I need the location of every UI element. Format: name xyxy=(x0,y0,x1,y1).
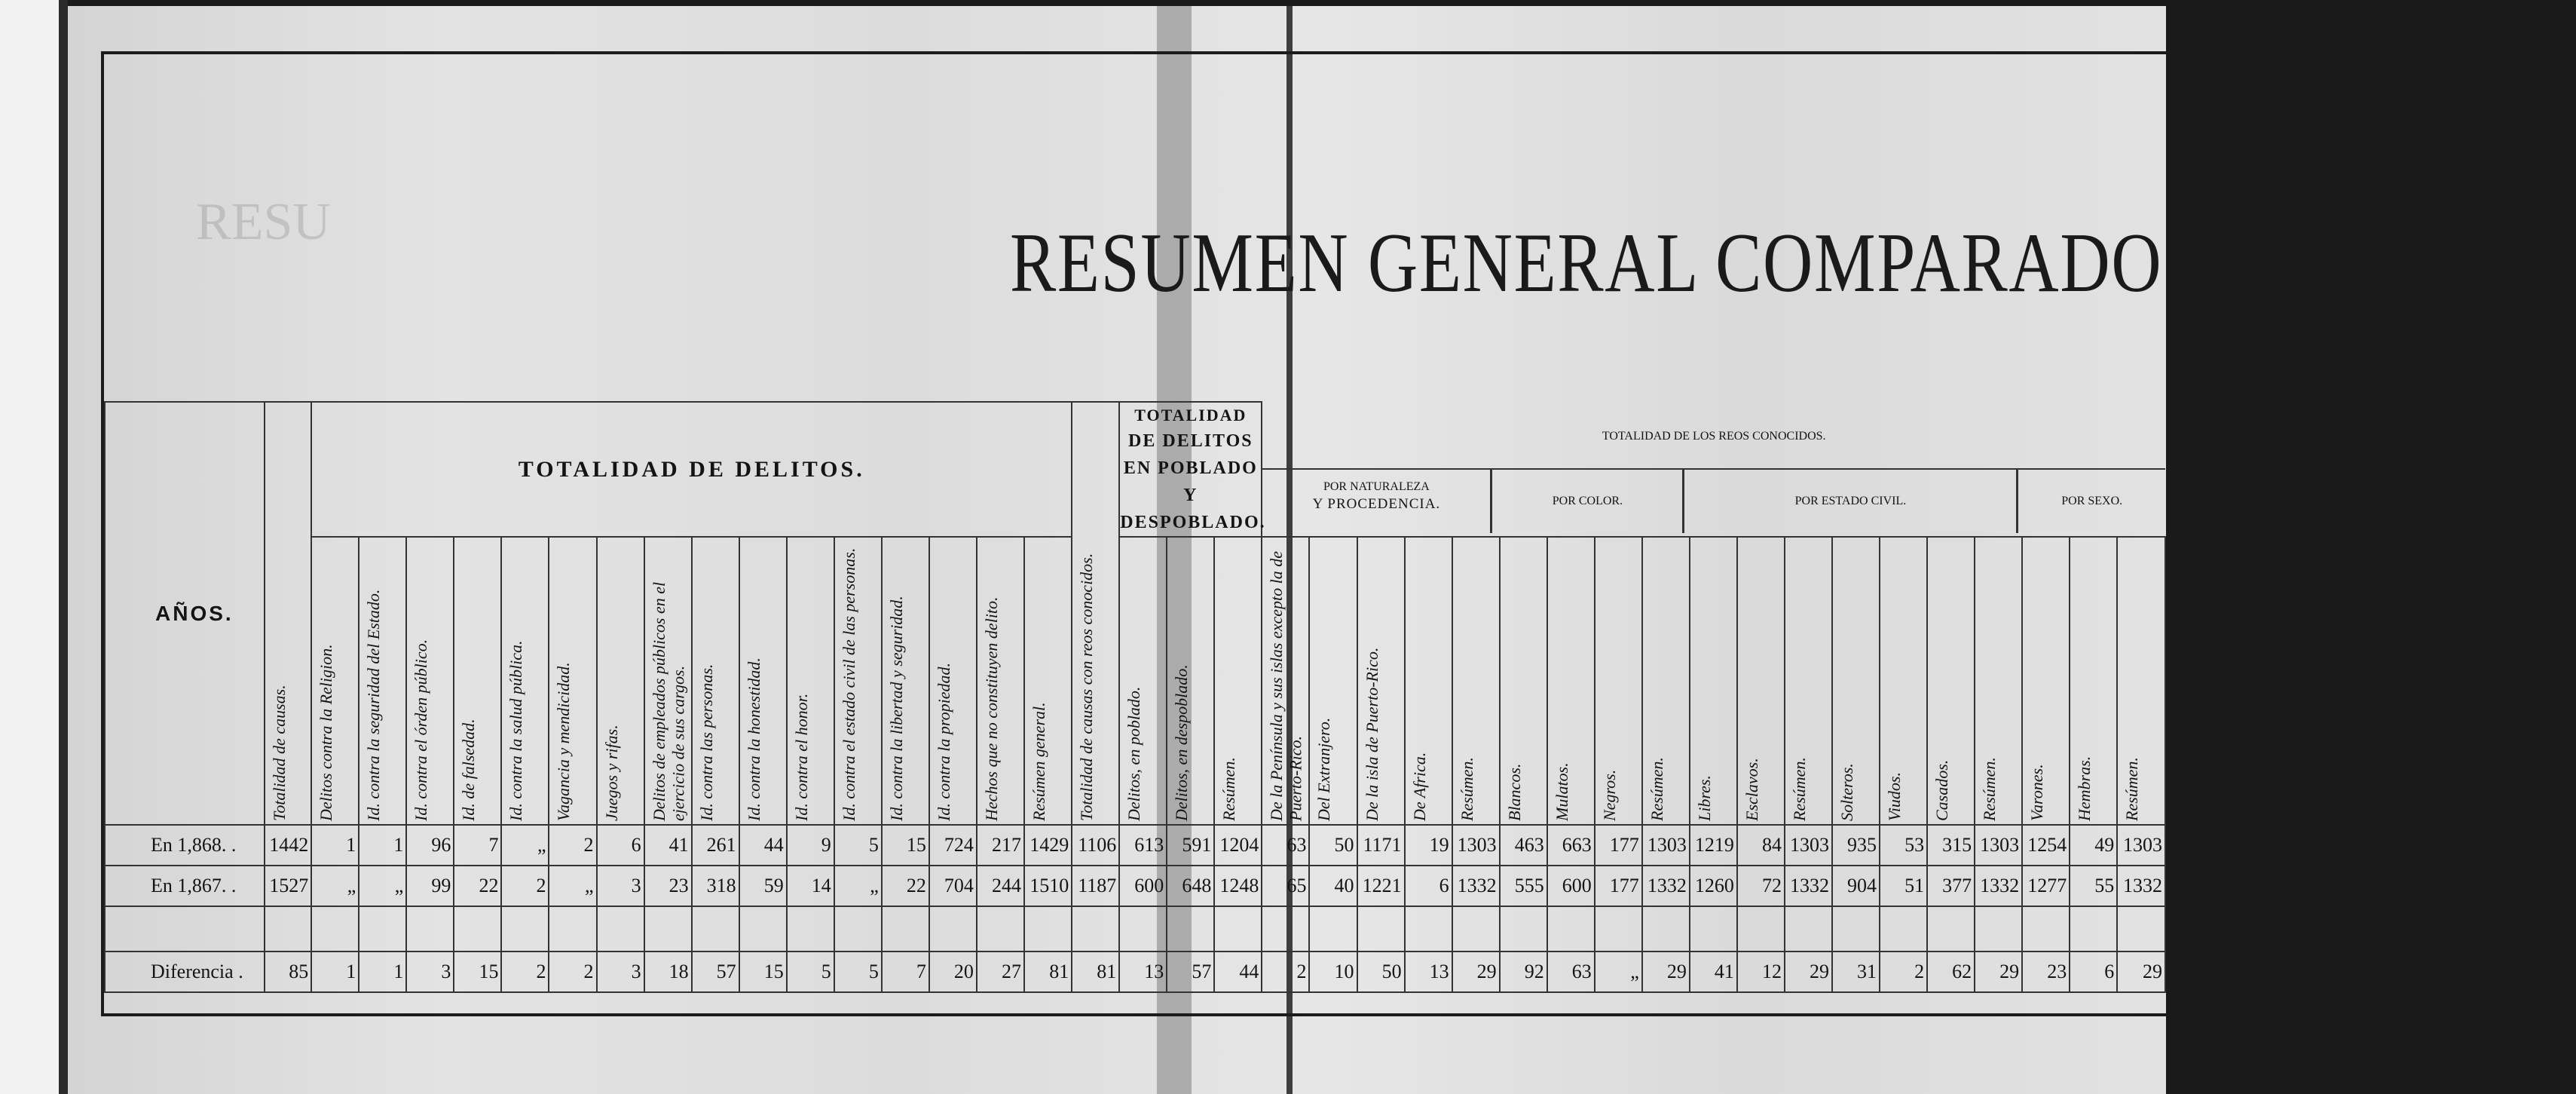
empty-cell xyxy=(1737,906,1785,952)
table-cell: 177 xyxy=(1595,866,1642,906)
table-cell: 1510 xyxy=(1024,866,1072,906)
column-header: De la Península y sus islas excepto la de Puerto-Rico. xyxy=(1262,537,1309,825)
table-cell: 41 xyxy=(644,825,692,866)
table-cell: 935 xyxy=(1832,825,1880,866)
column-header: Juegos y rifas. xyxy=(597,537,644,825)
group-reos: TOTALIDAD DE LOS REOS CONOCIDOS. xyxy=(1262,405,2165,470)
table-cell: 555 xyxy=(1500,866,1547,906)
table-cell: 84 xyxy=(1737,825,1785,866)
table-cell: 23 xyxy=(644,866,692,906)
table-cell: 50 xyxy=(1357,952,1405,992)
table-cell: 55 xyxy=(2070,866,2117,906)
table-cell: 1 xyxy=(359,825,406,866)
table-cell: 53 xyxy=(1880,825,1927,866)
table-cell: 1303 xyxy=(1975,825,2022,866)
column-header: Totalidad de causas. xyxy=(265,402,311,825)
table-cell: 1171 xyxy=(1357,825,1405,866)
column-header: Blancos. xyxy=(1500,537,1547,825)
empty-cell xyxy=(1880,906,1927,952)
table-cell: 177 xyxy=(1595,825,1642,866)
column-header: Delitos, en despoblado. xyxy=(1167,537,1214,825)
empty-cell xyxy=(1309,906,1357,952)
table-cell: 96 xyxy=(406,825,454,866)
table-cell: 5 xyxy=(787,952,834,992)
group-header-row xyxy=(105,402,2165,537)
table-cell: 13 xyxy=(1119,952,1167,992)
table-cell: 724 xyxy=(929,825,977,866)
empty-cell xyxy=(1927,906,1975,952)
empty-cell xyxy=(1119,906,1167,952)
table-cell: 62 xyxy=(1927,952,1975,992)
column-header: Casados. xyxy=(1927,537,1975,825)
table-cell: 15 xyxy=(882,825,929,866)
table-cell: 1332 xyxy=(1785,866,1832,906)
empty-cell xyxy=(1785,906,1832,952)
column-header: Resúmen. xyxy=(2117,537,2165,825)
column-header-row xyxy=(105,537,2165,825)
column-header: Id. contra la salud pública. xyxy=(501,537,549,825)
table-cell: 2 xyxy=(549,825,596,866)
group-sexo: POR SEXO. xyxy=(2061,495,2123,507)
column-header: Resúmen. xyxy=(1785,537,1832,825)
table-cell: 81 xyxy=(1072,952,1119,992)
group-reos-container xyxy=(1262,402,2165,537)
table-cell: 663 xyxy=(1547,825,1595,866)
table-cell: 10 xyxy=(1309,952,1357,992)
table-cell: 1303 xyxy=(1785,825,1832,866)
table-cell: 1429 xyxy=(1024,825,1072,866)
empty-cell xyxy=(1357,906,1405,952)
table-cell: 904 xyxy=(1832,866,1880,906)
subgroup-row xyxy=(1262,470,2165,533)
table-cell: „ xyxy=(834,866,882,906)
empty-cell xyxy=(1452,906,1500,952)
table-cell: 63 xyxy=(1547,952,1595,992)
table-cell: 99 xyxy=(406,866,454,906)
column-header: Libres. xyxy=(1690,537,1737,825)
empty-cell xyxy=(787,906,834,952)
empty-cell xyxy=(1975,906,2022,952)
empty-cell xyxy=(1547,906,1595,952)
group-naturaleza: POR NATURALEZA Y PROCEDENCIA. xyxy=(1262,470,1492,533)
table-cell: 12 xyxy=(1737,952,1785,992)
empty-cell xyxy=(406,906,454,952)
table-cell: 9 xyxy=(787,825,834,866)
table-cell: 3 xyxy=(406,952,454,992)
table-cell: 22 xyxy=(882,866,929,906)
table-cell: 2 xyxy=(549,952,596,992)
table-cell: 15 xyxy=(454,952,501,992)
empty-cell xyxy=(1214,906,1262,952)
table-cell: 1221 xyxy=(1357,866,1405,906)
table-cell: 613 xyxy=(1119,825,1167,866)
table-cell: 1187 xyxy=(1072,866,1119,906)
empty-cell xyxy=(977,906,1024,952)
empty-cell xyxy=(2022,906,2070,952)
column-header: Solteros. xyxy=(1832,537,1880,825)
table-cell: 217 xyxy=(977,825,1024,866)
table-cell: 2 xyxy=(501,866,549,906)
table-cell: „ xyxy=(359,866,406,906)
table-cell: 85 xyxy=(265,952,311,992)
table-cell: 92 xyxy=(1500,952,1547,992)
group-color: POR COLOR. xyxy=(1492,470,1684,533)
column-header: Id. contra el órden público. xyxy=(406,537,454,825)
column-header: Vagancia y mendicidad. xyxy=(549,537,596,825)
table-cell: 18 xyxy=(644,952,692,992)
table-cell: 2 xyxy=(501,952,549,992)
table-cell: 1332 xyxy=(1642,866,1690,906)
table-cell: 1106 xyxy=(1072,825,1119,866)
table-cell: 3 xyxy=(597,866,644,906)
column-header: Delitos contra la Religion. xyxy=(311,537,359,825)
empty-cell xyxy=(739,906,787,952)
table-cell: „ xyxy=(311,866,359,906)
empty-cell xyxy=(1832,906,1880,952)
empty-cell xyxy=(597,906,644,952)
table-cell: 6 xyxy=(2070,952,2117,992)
empty-cell xyxy=(1405,906,1452,952)
binding-edge xyxy=(59,0,68,1094)
table-cell: 600 xyxy=(1547,866,1595,906)
empty-cell xyxy=(1024,906,1072,952)
empty-cell xyxy=(454,906,501,952)
page-left-margin xyxy=(0,0,68,1094)
column-header: Viudos. xyxy=(1880,537,1927,825)
column-header: Resúmen. xyxy=(1452,537,1500,825)
table-cell: 7 xyxy=(454,825,501,866)
table-cell: 1260 xyxy=(1690,866,1737,906)
table-cell: 29 xyxy=(2117,952,2165,992)
table-cell: 44 xyxy=(739,825,787,866)
empty-cell xyxy=(834,906,882,952)
column-header: Id. contra las personas. xyxy=(692,537,739,825)
column-header: Resúmen general. xyxy=(1024,537,1072,825)
table-cell: 261 xyxy=(692,825,739,866)
row-label: En 1,867. . xyxy=(105,866,265,906)
empty-cell xyxy=(501,906,549,952)
empty-cell xyxy=(1500,906,1547,952)
column-header: Id. contra el estado civil de las personas. xyxy=(834,537,882,825)
table-cell: 5 xyxy=(834,825,882,866)
group-delitos: TOTALIDAD DE DELITOS. xyxy=(311,402,1072,537)
empty-cell xyxy=(1595,906,1642,952)
table-cell: 2 xyxy=(1880,952,1927,992)
empty-cell xyxy=(692,906,739,952)
table-cell: 1442 xyxy=(265,825,311,866)
column-header: Negros. xyxy=(1595,537,1642,825)
table-cell: 20 xyxy=(929,952,977,992)
table-cell: 7 xyxy=(882,952,929,992)
table-cell: 51 xyxy=(1880,866,1927,906)
column-header: Totalidad de causas con reos conocidos. xyxy=(1072,402,1119,825)
table-cell: 57 xyxy=(1167,952,1214,992)
table-cell: 50 xyxy=(1309,825,1357,866)
table-cell: 1303 xyxy=(1452,825,1500,866)
empty-cell xyxy=(549,906,596,952)
column-header: Id. contra la propiedad. xyxy=(929,537,977,825)
table-cell: 22 xyxy=(454,866,501,906)
empty-cell xyxy=(105,906,265,952)
table-cell: 1332 xyxy=(2117,866,2165,906)
table-cell: 41 xyxy=(1690,952,1737,992)
table-cell: 318 xyxy=(692,866,739,906)
table-cell: 704 xyxy=(929,866,977,906)
row-label: Diferencia . xyxy=(105,952,265,992)
table-cell: 1 xyxy=(311,825,359,866)
table-cell: 72 xyxy=(1737,866,1785,906)
faded-bleedthrough-text: RESU xyxy=(196,193,331,251)
column-header: Id. contra la seguridad del Estado. xyxy=(359,537,406,825)
table-cell: 57 xyxy=(692,952,739,992)
empty-cell xyxy=(1167,906,1214,952)
page-title: RESUMEN GENERAL COMPARADO DE LA ESTA xyxy=(1010,216,2576,310)
difference-row xyxy=(105,952,2165,992)
empty-cell xyxy=(265,906,311,952)
column-header: Esclavos. xyxy=(1737,537,1785,825)
column-header: Resúmen. xyxy=(1975,537,2022,825)
table-cell: 1527 xyxy=(265,866,311,906)
column-header: Varones. xyxy=(2022,537,2070,825)
column-header: Delitos de empleados públicos en el ejercicio de sus cargos. xyxy=(644,537,692,825)
empty-cell xyxy=(1072,906,1119,952)
table-cell: 377 xyxy=(1927,866,1975,906)
table-cell: 49 xyxy=(2070,825,2117,866)
table-cell: 1219 xyxy=(1690,825,1737,866)
group-estado-civil: POR ESTADO CIVIL. xyxy=(1684,470,2018,533)
table-cell: 600 xyxy=(1119,866,1167,906)
table-cell: 1 xyxy=(311,952,359,992)
table-cell: 1303 xyxy=(2117,825,2165,866)
empty-cell xyxy=(644,906,692,952)
empty-cell xyxy=(2070,906,2117,952)
table-cell: 1248 xyxy=(1214,866,1262,906)
table-cell: 65 xyxy=(1262,866,1309,906)
table-cell: 31 xyxy=(1832,952,1880,992)
table-cell: 29 xyxy=(1642,952,1690,992)
table-cell: 29 xyxy=(1975,952,2022,992)
table-cell: 1204 xyxy=(1214,825,1262,866)
empty-cell xyxy=(1262,906,1309,952)
column-header: Id. de falsedad. xyxy=(454,537,501,825)
column-header: Id. contra el honor. xyxy=(787,537,834,825)
column-header: Delitos, en poblado. xyxy=(1119,537,1167,825)
table-cell: 40 xyxy=(1309,866,1357,906)
table-cell: 3 xyxy=(597,952,644,992)
table-cell: 5 xyxy=(834,952,882,992)
table-cell: 13 xyxy=(1405,952,1452,992)
table-cell: 14 xyxy=(787,866,834,906)
table-cell: 59 xyxy=(739,866,787,906)
empty-cell xyxy=(882,906,929,952)
table-row xyxy=(105,866,2165,906)
table-cell: 29 xyxy=(1452,952,1500,992)
column-header: Mulatos. xyxy=(1547,537,1595,825)
table-cell: 463 xyxy=(1500,825,1547,866)
table-cell: 1254 xyxy=(2022,825,2070,866)
group-poblado: TOTALIDAD DE DELITOS EN POBLADO Y DESPOBLADO. xyxy=(1119,402,1262,537)
statistics-table xyxy=(104,401,2166,993)
column-header: Resúmen. xyxy=(1214,537,1262,825)
table-cell: 29 xyxy=(1785,952,1832,992)
empty-cell xyxy=(311,906,359,952)
table-cell: „ xyxy=(1595,952,1642,992)
row-label: En 1,868. . xyxy=(105,825,265,866)
column-header: De la isla de Puerto-Rico. xyxy=(1357,537,1405,825)
column-header: De Africa. xyxy=(1405,537,1452,825)
column-header: Resúmen. xyxy=(1642,537,1690,825)
table-cell: 1 xyxy=(359,952,406,992)
empty-cell xyxy=(929,906,977,952)
table-cell: 15 xyxy=(739,952,787,992)
table-cell: 2 xyxy=(1262,952,1309,992)
table-cell: 63 xyxy=(1262,825,1309,866)
column-header: Id. contra la libertad y seguridad. xyxy=(882,537,929,825)
table-cell: 44 xyxy=(1214,952,1262,992)
table-row xyxy=(105,825,2165,866)
table-cell: 6 xyxy=(1405,866,1452,906)
separator-row xyxy=(105,906,2165,952)
table-cell: „ xyxy=(549,866,596,906)
column-header: Hembras. xyxy=(2070,537,2117,825)
column-header: Del Extranjero. xyxy=(1309,537,1357,825)
column-header: Hechos que no constituyen delito. xyxy=(977,537,1024,825)
table-cell: 6 xyxy=(597,825,644,866)
table-cell: 1303 xyxy=(1642,825,1690,866)
empty-cell xyxy=(1642,906,1690,952)
table-cell: 27 xyxy=(977,952,1024,992)
table-cell: 1332 xyxy=(1452,866,1500,906)
empty-cell xyxy=(359,906,406,952)
table-cell: 81 xyxy=(1024,952,1072,992)
table-cell: 315 xyxy=(1927,825,1975,866)
table-cell: 1332 xyxy=(1975,866,2022,906)
table-cell: „ xyxy=(501,825,549,866)
table-cell: 648 xyxy=(1167,866,1214,906)
table-cell: 1277 xyxy=(2022,866,2070,906)
empty-cell xyxy=(1690,906,1737,952)
table-cell: 244 xyxy=(977,866,1024,906)
table-cell: 19 xyxy=(1405,825,1452,866)
empty-cell xyxy=(2117,906,2165,952)
years-header: AÑOS. xyxy=(105,402,265,825)
column-header: Id. contra la honestidad. xyxy=(739,537,787,825)
table-cell: 23 xyxy=(2022,952,2070,992)
table-cell: 591 xyxy=(1167,825,1214,866)
